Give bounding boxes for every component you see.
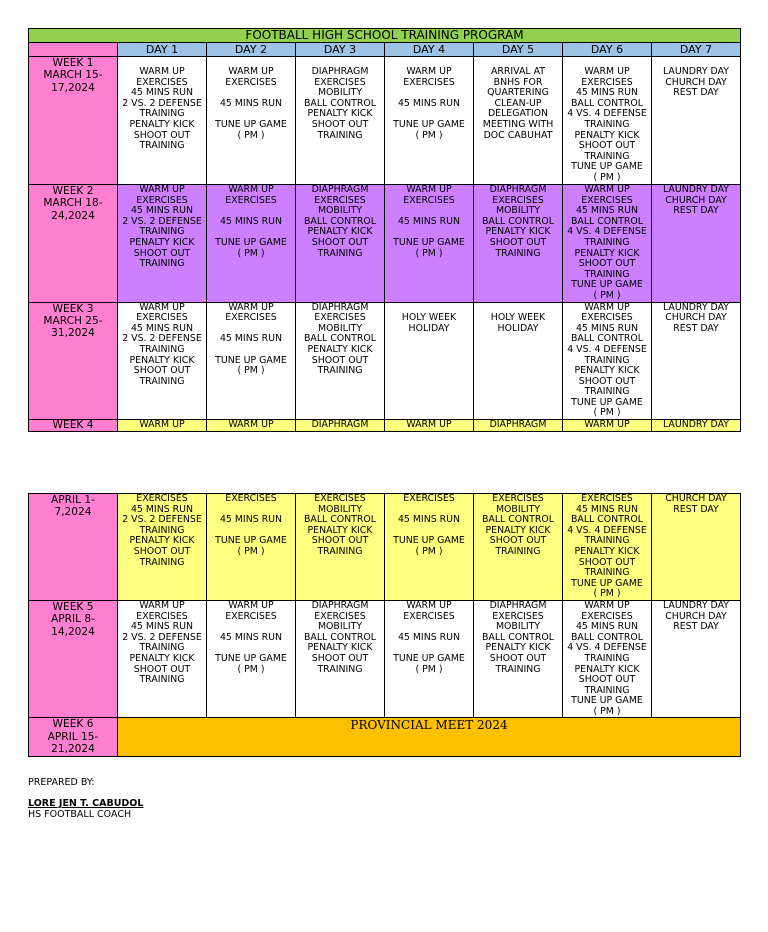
- day-header: DAY 5: [474, 43, 563, 57]
- day-header: DAY 2: [207, 43, 296, 57]
- schedule-cell: HOLY WEEK HOLIDAY: [474, 302, 563, 420]
- schedule-cell: WARM UP: [563, 420, 652, 432]
- schedule-cell: WARM UP: [207, 420, 296, 432]
- schedule-cell: ARRIVAL AT BNHS FOR QUARTERING CLEAN-UP DELEGATION MEETING WITH DOC CABUHAT: [474, 57, 563, 185]
- schedule-cell: WARM UP EXERCISES 45 MINS RUN 2 VS. 2 DEFENSE TRAINING PENALTY KICK SHOOT OUT TRAINING: [118, 185, 207, 303]
- table-row-week-4-continued: [29, 494, 741, 601]
- week-label: WEEK 5 APRIL 8- 14,2024: [29, 600, 118, 718]
- schedule-cell: EXERCISES 45 MINS RUN TUNE UP GAME ( PM ): [385, 494, 474, 601]
- day-header: DAY 1: [118, 43, 207, 57]
- schedule-cell: HOLY WEEK HOLIDAY: [385, 302, 474, 420]
- week-label: WEEK 4: [29, 420, 118, 432]
- schedule-cell: WARM UP EXERCISES 45 MINS RUN TUNE UP GAME ( PM ): [385, 185, 474, 303]
- schedule-cell: WARM UP EXERCISES 45 MINS RUN 2 VS. 2 DEFENSE TRAINING PENALTY KICK SHOOT OUT TRAINING: [118, 302, 207, 420]
- schedule-cell: DIAPHRAGM: [296, 420, 385, 432]
- table-row-week-6: [29, 718, 741, 756]
- schedule-cell: LAUNDRY DAY CHURCH DAY REST DAY: [652, 600, 741, 718]
- schedule-cell: LAUNDRY DAY CHURCH DAY REST DAY: [652, 302, 741, 420]
- schedule-cell: DIAPHRAGM EXERCISES MOBILITY BALL CONTROL PENALTY KICK SHOOT OUT TRAINING: [296, 600, 385, 718]
- table-row-week-5: [29, 600, 741, 718]
- schedule-cell: WARM UP EXERCISES 45 MINS RUN BALL CONTROL 4 VS. 4 DEFENSE TRAINING PENALTY KICK SHOOT OUT TRAINING TUNE UP GAME ( PM ): [563, 600, 652, 718]
- schedule-cell: LAUNDRY DAY CHURCH DAY REST DAY: [652, 185, 741, 303]
- table-row-week-4: [29, 420, 741, 432]
- table-row-week-2: [29, 185, 741, 303]
- day-header: DAY 6: [563, 43, 652, 57]
- schedule-cell: DIAPHRAGM EXERCISES MOBILITY BALL CONTROL PENALTY KICK SHOOT OUT TRAINING: [474, 185, 563, 303]
- coach-position: HS FOOTBALL COACH: [28, 809, 132, 820]
- header-corner: [29, 43, 118, 57]
- schedule-cell: WARM UP EXERCISES 45 MINS RUN BALL CONTROL 4 VS. 4 DEFENSE TRAINING PENALTY KICK SHOOT OUT TRAINING TUNE UP GAME ( PM ): [563, 57, 652, 185]
- schedule-cell: LAUNDRY DAY CHURCH DAY REST DAY: [652, 57, 741, 185]
- week-label: WEEK 3 MARCH 25- 31,2024: [29, 302, 118, 420]
- prepared-by-label: PREPARED BY:: [28, 777, 95, 788]
- schedule-cell: WARM UP EXERCISES 45 MINS RUN BALL CONTROL 4 VS. 4 DEFENSE TRAINING PENALTY KICK SHOOT OUT TRAINING TUNE UP GAME ( PM ): [563, 302, 652, 420]
- schedule-cell: WARM UP EXERCISES 45 MINS RUN TUNE UP GAME ( PM ): [385, 600, 474, 718]
- training-table-part-2: [28, 493, 741, 757]
- week-label: WEEK 6 APRIL 15- 21,2024: [29, 718, 118, 756]
- schedule-cell: WARM UP EXERCISES 45 MINS RUN 2 VS. 2 DEFENSE TRAINING PENALTY KICK SHOOT OUT TRAINING: [118, 600, 207, 718]
- schedule-cell: DIAPHRAGM EXERCISES MOBILITY BALL CONTROL PENALTY KICK SHOOT OUT TRAINING: [296, 185, 385, 303]
- week-label: WEEK 1 MARCH 15- 17,2024: [29, 57, 118, 185]
- schedule-cell: WARM UP EXERCISES 45 MINS RUN TUNE UP GAME ( PM ): [207, 600, 296, 718]
- schedule-cell: WARM UP EXERCISES 45 MINS RUN TUNE UP GAME ( PM ): [385, 57, 474, 185]
- schedule-cell: WARM UP EXERCISES 45 MINS RUN 2 VS. 2 DEFENSE TRAINING PENALTY KICK SHOOT OUT TRAINING: [118, 57, 207, 185]
- schedule-cell: DIAPHRAGM EXERCISES MOBILITY BALL CONTROL PENALTY KICK SHOOT OUT TRAINING: [296, 302, 385, 420]
- training-table-part-1: [28, 28, 741, 432]
- schedule-cell: WARM UP EXERCISES 45 MINS RUN TUNE UP GAME ( PM ): [207, 185, 296, 303]
- schedule-cell: WARM UP EXERCISES 45 MINS RUN BALL CONTROL 4 VS. 4 DEFENSE TRAINING PENALTY KICK SHOOT OUT TRAINING TUNE UP GAME ( PM ): [563, 185, 652, 303]
- schedule-cell: CHURCH DAY REST DAY: [652, 494, 741, 601]
- table-row-week-3: [29, 302, 741, 420]
- schedule-cell: DIAPHRAGM EXERCISES MOBILITY BALL CONTROL PENALTY KICK SHOOT OUT TRAINING: [296, 57, 385, 185]
- schedule-cell: DIAPHRAGM: [474, 420, 563, 432]
- provincial-meet-banner: PROVINCIAL MEET 2024: [118, 718, 741, 756]
- schedule-cell: EXERCISES MOBILITY BALL CONTROL PENALTY KICK SHOOT OUT TRAINING: [474, 494, 563, 601]
- week-label: WEEK 2 MARCH 18- 24,2024: [29, 185, 118, 303]
- schedule-cell: LAUNDRY DAY: [652, 420, 741, 432]
- day-header: DAY 3: [296, 43, 385, 57]
- schedule-cell: EXERCISES MOBILITY BALL CONTROL PENALTY KICK SHOOT OUT TRAINING: [296, 494, 385, 601]
- schedule-cell: DIAPHRAGM EXERCISES MOBILITY BALL CONTROL PENALTY KICK SHOOT OUT TRAINING: [474, 600, 563, 718]
- schedule-cell: WARM UP EXERCISES 45 MINS RUN TUNE UP GAME ( PM ): [207, 57, 296, 185]
- schedule-cell: EXERCISES 45 MINS RUN 2 VS. 2 DEFENSE TRAINING PENALTY KICK SHOOT OUT TRAINING: [118, 494, 207, 601]
- schedule-cell: EXERCISES 45 MINS RUN BALL CONTROL 4 VS. 4 DEFENSE TRAINING PENALTY KICK SHOOT OUT TRAINING TUNE UP GAME ( PM ): [563, 494, 652, 601]
- week-label: APRIL 1- 7,2024: [29, 494, 118, 601]
- day-header: DAY 7: [652, 43, 741, 57]
- table-row-week-1: [29, 57, 741, 185]
- schedule-cell: WARM UP: [385, 420, 474, 432]
- schedule-cell: WARM UP EXERCISES 45 MINS RUN TUNE UP GAME ( PM ): [207, 302, 296, 420]
- coach-name: LORE JEN T. CABUDOL: [28, 798, 144, 809]
- schedule-cell: WARM UP: [118, 420, 207, 432]
- day-header: DAY 4: [385, 43, 474, 57]
- schedule-cell: EXERCISES 45 MINS RUN TUNE UP GAME ( PM ): [207, 494, 296, 601]
- program-title: FOOTBALL HIGH SCHOOL TRAINING PROGRAM: [29, 29, 741, 43]
